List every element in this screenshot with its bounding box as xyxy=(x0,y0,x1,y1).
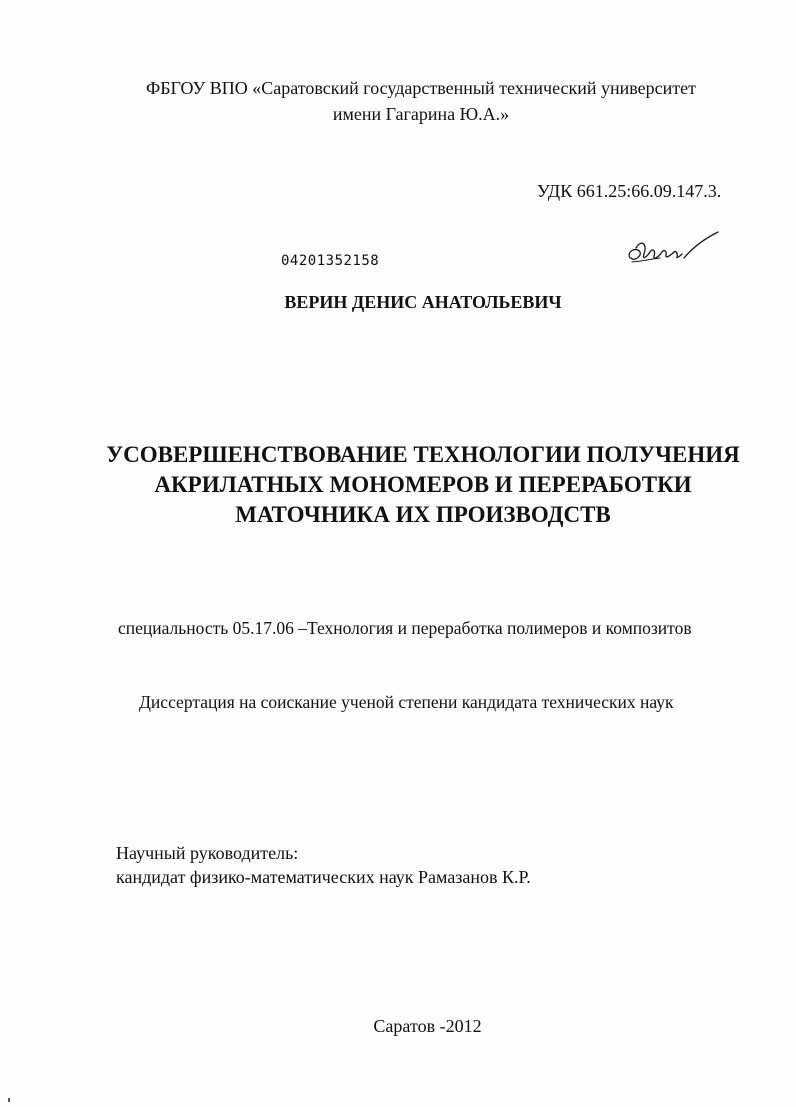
supervisor-name: кандидат физико-математических наук Рамазанов К.Р. xyxy=(116,867,531,887)
organization-line-1: ФБГОУ ВПО «Саратовский государственный технический университет xyxy=(145,78,697,98)
organization-line-2: имени Гагарина Ю.А.» xyxy=(332,104,510,124)
author-name: ВЕРИН ДЕНИС АНАТОЛЬЕВИЧ xyxy=(284,292,562,312)
document-registration-code: 04201352158 xyxy=(281,253,380,269)
specialty-line: специальность 05.17.06 –Технология и переработка полимеров и композитов xyxy=(118,618,692,638)
dissertation-line: Диссертация на соискание ученой степени кандидата технических наук xyxy=(139,692,674,712)
handwritten-signature xyxy=(622,228,722,272)
city-year: Саратов -2012 xyxy=(373,1016,482,1036)
title-line-2: АКРИЛАТНЫХ МОНОМЕРОВ И ПЕРЕРАБОТКИ xyxy=(154,472,692,497)
udk-code: УДК 661.25:66.09.147.3. xyxy=(537,181,722,201)
supervisor-label: Научный руководитель: xyxy=(116,843,299,863)
title-line-1: УСОВЕРШЕНСТВОВАНИЕ ТЕХНОЛОГИИ ПОЛУЧЕНИЯ xyxy=(106,442,740,467)
scan-artifact xyxy=(8,1098,10,1102)
title-line-3: МАТОЧНИКА ИХ ПРОИЗВОДСТВ xyxy=(235,502,611,527)
